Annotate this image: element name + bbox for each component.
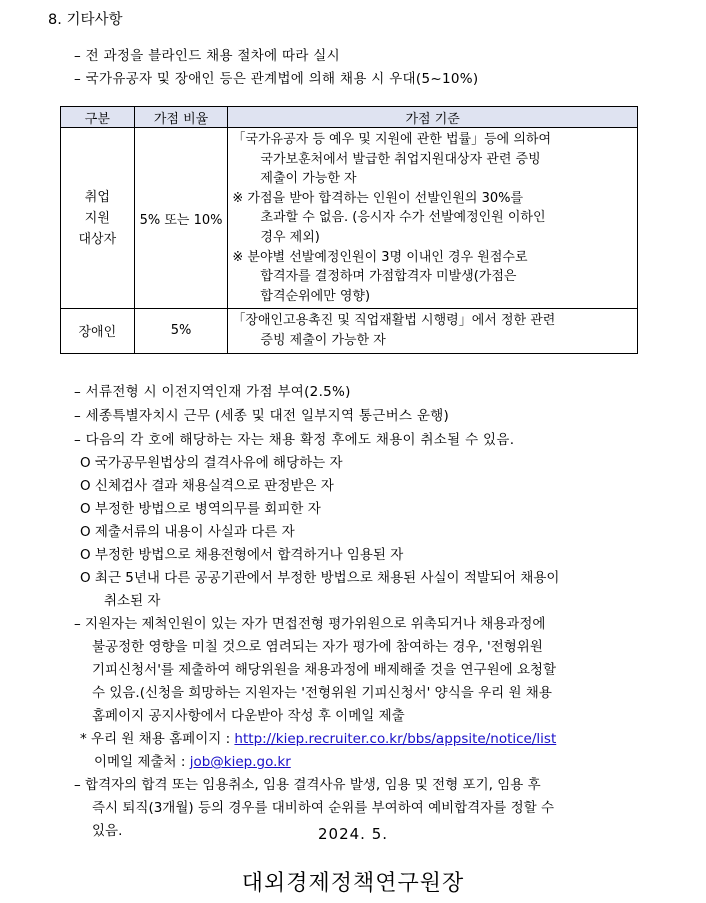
list-item: 취소된 자 (104, 593, 161, 609)
homepage-label: * 우리 원 채용 홈페이지 : (80, 731, 231, 747)
row2-criteria: 「장애인고용촉진 및 직업재활법 시행령」에서 정한 관련 증빙 제출이 가능한 자 (228, 309, 638, 353)
list-item: O 제출서류의 내용이 사실과 다른 자 (80, 524, 295, 540)
table-header-row (61, 107, 638, 128)
bullet-relocation-bonus: – 서류전형 시 이전지역인재 가점 부여(2.5%) (74, 384, 351, 400)
final-bullet-line: – 합격자의 합격 또는 임용취소, 임용 결격사유 발생, 임용 및 전형 포기, 임용 후 (74, 777, 541, 793)
list-item: O 부정한 방법으로 채용전형에서 합격하거나 임용된 자 (80, 547, 404, 563)
section-heading: 8. 기타사항 (48, 12, 123, 28)
recusal-line: 기피신청서'를 제출하여 해당위원을 채용과정에 배제해줄 것을 연구원에 요청할 (92, 662, 557, 678)
signature: 대외경제정책연구원장 (241, 871, 465, 896)
row1-ratio: 5% 또는 10% (134, 128, 228, 309)
row2-ratio: 5% (134, 309, 228, 353)
list-item: O 최근 5년내 다른 공공기관에서 부정한 방법으로 채용된 사실이 적발되어 채용이 (80, 570, 560, 586)
email-label: 이메일 제출처 : (94, 754, 186, 770)
header-criteria: 가점 기준 (228, 107, 638, 128)
bullet-workplace: – 세종특별자치시 근무 (세종 및 대전 일부지역 통근버스 운행) (74, 408, 450, 424)
row2-category: 장애인 (61, 309, 135, 353)
final-bullet-line: 있음. (92, 823, 123, 839)
homepage-row (80, 727, 556, 747)
list-item: O 신체검사 결과 채용실격으로 판정받은 자 (80, 478, 334, 494)
intro-bullet-2: – 국가유공자 및 장애인 등은 관계법에 의해 채용 시 우대(5~10%) (74, 71, 479, 87)
table-row (61, 128, 638, 309)
email-link[interactable]: job@kiep.go.kr (189, 754, 291, 770)
list-item: O 부정한 방법으로 병역의무를 회피한 자 (80, 501, 321, 517)
bullet-cancellation: – 다음의 각 호에 해당하는 자는 채용 확정 후에도 채용이 취소될 수 있음. (74, 432, 515, 448)
header-category: 구분 (61, 107, 135, 128)
bonus-points-table (60, 106, 638, 354)
homepage-link[interactable]: http://kiep.recruiter.co.kr/bbs/appsite/notice/list (234, 731, 557, 747)
document-date: 2024. 5. (317, 825, 389, 843)
intro-bullet-1: – 전 과정을 블라인드 채용 절차에 따라 실시 (74, 48, 340, 64)
recusal-line: 불공정한 영향을 미칠 것으로 염려되는 자가 평가에 참여하는 경우, '전형위원 (92, 639, 543, 655)
list-item: O 국가공무원법상의 결격사유에 해당하는 자 (80, 455, 343, 471)
final-bullet-line: 즉시 퇴직(3개월) 등의 경우를 대비하여 순위를 부여하여 예비합격자를 정할 수 (92, 800, 555, 816)
recusal-line: 수 있음.(신청을 희망하는 지원자는 '전형위원 기피신청서' 양식을 우리 원 채용 (92, 685, 552, 701)
header-ratio: 가점 비율 (134, 107, 228, 128)
recusal-line: – 지원자는 제척인원이 있는 자가 면접전형 평가위원으로 위촉되거나 채용과정에 (74, 616, 546, 632)
row1-criteria: 「국가유공자 등 예우 및 지원에 관한 법률」등에 의하여 국가보훈처에서 발급한 취업지원대상자 관련 증빙 제출이 가능한 자 ※ 가점을 받아 합격하는 인원이 선발인원의 30%를 초과할 수 없음. (응시자 수가 선발예정인원 이하인 경우 제외) ※ 분야별 선발예정인원이 3명 이내인 경우 원점수로 합격자를 결정하며 가점합격자 미발생(가점은 합격순위에만 영향) (228, 128, 638, 309)
row1-category: 취업 지원 대상자 (61, 128, 135, 309)
recusal-line: 홈페이지 공지사항에서 다운받아 작성 후 이메일 제출 (92, 708, 405, 724)
table-row (61, 309, 638, 353)
email-row (94, 750, 291, 770)
